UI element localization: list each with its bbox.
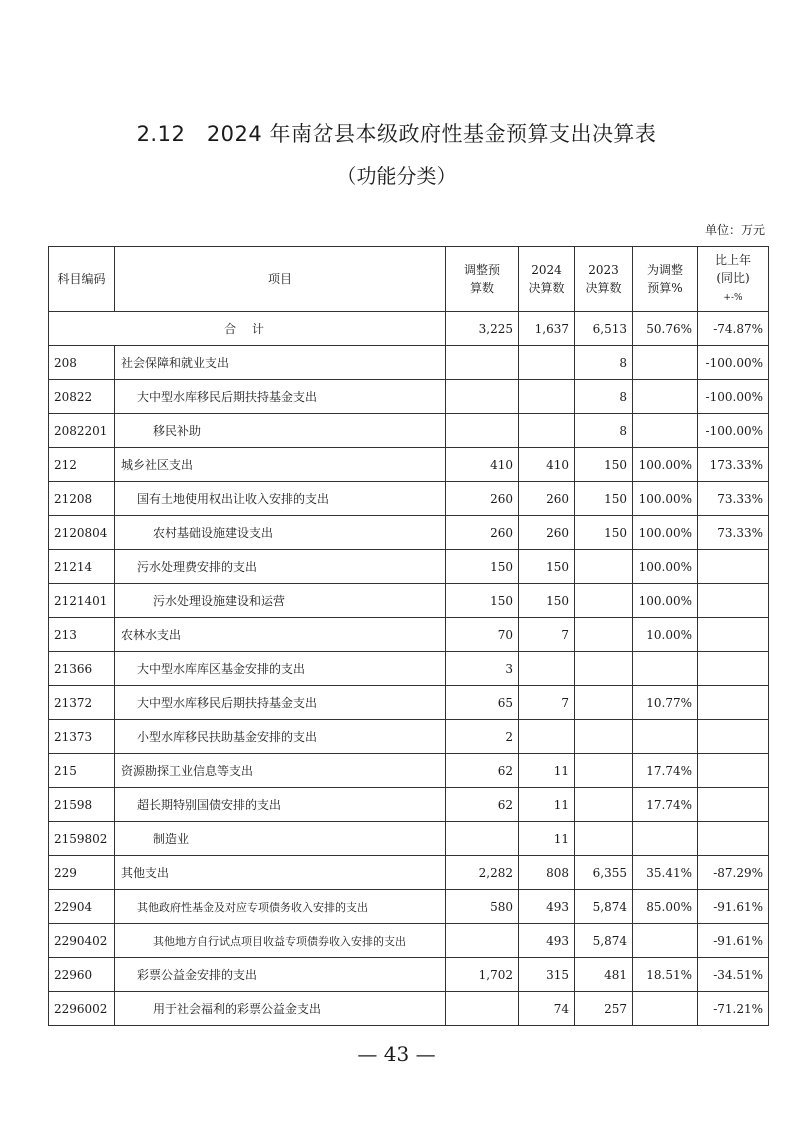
row-yoy [698, 584, 769, 618]
total-adjusted: 3,225 [446, 312, 519, 346]
row-final2024 [519, 380, 575, 414]
row-final2024: 260 [519, 516, 575, 550]
header-ratio [633, 247, 698, 312]
row-name: 其他地方自行试点项目收益专项债券收入安排的支出 [115, 924, 446, 958]
row-final2024: 808 [519, 856, 575, 890]
row-code: 215 [49, 754, 115, 788]
table-row [49, 618, 769, 652]
row-ratio: 100.00% [633, 482, 698, 516]
table-row [49, 788, 769, 822]
row-adjusted: 3 [446, 652, 519, 686]
row-yoy: -100.00% [698, 414, 769, 448]
row-final2024: 493 [519, 890, 575, 924]
table-row [49, 822, 769, 856]
row-code: 2290402 [49, 924, 115, 958]
row-yoy: 73.33% [698, 516, 769, 550]
row-adjusted: 2 [446, 720, 519, 754]
row-code: 229 [49, 856, 115, 890]
row-final2024: 410 [519, 448, 575, 482]
row-yoy: -91.61% [698, 890, 769, 924]
row-adjusted: 1,702 [446, 958, 519, 992]
row-adjusted: 410 [446, 448, 519, 482]
table-row [49, 754, 769, 788]
row-final2024: 260 [519, 482, 575, 516]
row-final2024: 11 [519, 788, 575, 822]
row-code: 2296002 [49, 992, 115, 1026]
row-code: 21208 [49, 482, 115, 516]
page-number: — 43 — [357, 1042, 436, 1066]
row-final2023 [575, 584, 633, 618]
row-final2023: 8 [575, 346, 633, 380]
row-adjusted: 260 [446, 516, 519, 550]
table-row [49, 516, 769, 550]
row-yoy [698, 788, 769, 822]
table-row [49, 856, 769, 890]
total-ratio: 50.76% [633, 312, 698, 346]
unit-label: 单位：万元 [704, 223, 765, 237]
row-final2024 [519, 346, 575, 380]
table-row [49, 890, 769, 924]
row-ratio: 100.00% [633, 550, 698, 584]
row-code: 2120804 [49, 516, 115, 550]
row-final2023: 8 [575, 380, 633, 414]
row-ratio: 100.00% [633, 516, 698, 550]
row-name: 制造业 [115, 822, 446, 856]
row-adjusted: 260 [446, 482, 519, 516]
row-yoy [698, 652, 769, 686]
row-ratio [633, 346, 698, 380]
row-final2024: 315 [519, 958, 575, 992]
row-adjusted [446, 992, 519, 1026]
row-final2023 [575, 550, 633, 584]
table-row [49, 584, 769, 618]
row-final2023: 150 [575, 482, 633, 516]
row-ratio [633, 652, 698, 686]
row-code: 2159802 [49, 822, 115, 856]
row-final2024: 150 [519, 584, 575, 618]
row-code: 212 [49, 448, 115, 482]
row-name: 资源勘探工业信息等支出 [115, 754, 446, 788]
total-final2024: 1,637 [519, 312, 575, 346]
row-ratio: 85.00% [633, 890, 698, 924]
header-yoy-line1: 比上年 [714, 253, 751, 267]
row-final2024: 493 [519, 924, 575, 958]
row-ratio [633, 414, 698, 448]
header-adjusted [446, 247, 519, 312]
row-adjusted [446, 346, 519, 380]
row-adjusted [446, 414, 519, 448]
row-ratio: 17.74% [633, 788, 698, 822]
header-final2023-line2: 决算数 [585, 281, 622, 295]
row-yoy: -91.61% [698, 924, 769, 958]
row-adjusted [446, 822, 519, 856]
row-final2023: 150 [575, 516, 633, 550]
table-header-row [49, 247, 769, 312]
row-adjusted [446, 380, 519, 414]
row-final2023 [575, 754, 633, 788]
row-ratio [633, 924, 698, 958]
row-yoy [698, 618, 769, 652]
row-yoy: 173.33% [698, 448, 769, 482]
row-final2023 [575, 652, 633, 686]
row-yoy: -100.00% [698, 380, 769, 414]
header-yoy [698, 247, 769, 312]
row-name: 污水处理设施建设和运营 [115, 584, 446, 618]
row-ratio: 35.41% [633, 856, 698, 890]
row-yoy: -100.00% [698, 346, 769, 380]
row-final2023: 8 [575, 414, 633, 448]
total-row [49, 312, 769, 346]
row-final2024 [519, 720, 575, 754]
row-code: 22960 [49, 958, 115, 992]
page-subtitle: （功能分类） [336, 164, 457, 188]
row-yoy: 73.33% [698, 482, 769, 516]
row-code: 213 [49, 618, 115, 652]
row-final2023 [575, 618, 633, 652]
row-code: 21598 [49, 788, 115, 822]
header-final2024 [519, 247, 575, 312]
row-final2024: 7 [519, 686, 575, 720]
row-yoy [698, 720, 769, 754]
header-final2023 [575, 247, 633, 312]
header-adjusted-line1: 调整预 [463, 263, 500, 277]
row-code: 2121401 [49, 584, 115, 618]
row-final2023 [575, 720, 633, 754]
row-final2024: 150 [519, 550, 575, 584]
row-name: 大中型水库移民后期扶持基金支出 [115, 686, 446, 720]
table-row [49, 346, 769, 380]
row-name: 国有土地使用权出让收入安排的支出 [115, 482, 446, 516]
row-final2023: 5,874 [575, 924, 633, 958]
row-yoy: -71.21% [698, 992, 769, 1026]
row-yoy [698, 822, 769, 856]
row-final2024: 7 [519, 618, 575, 652]
row-ratio [633, 992, 698, 1026]
row-ratio: 17.74% [633, 754, 698, 788]
row-final2024 [519, 414, 575, 448]
row-name: 污水处理费安排的支出 [115, 550, 446, 584]
row-name: 社会保障和就业支出 [115, 346, 446, 380]
row-name: 农林水支出 [115, 618, 446, 652]
row-ratio: 18.51% [633, 958, 698, 992]
row-name: 城乡社区支出 [115, 448, 446, 482]
header-yoy-line2: (同比) [716, 271, 750, 285]
header-final2024-line1: 2024 [531, 263, 562, 277]
row-ratio [633, 720, 698, 754]
table-row [49, 992, 769, 1026]
row-adjusted: 150 [446, 550, 519, 584]
row-code: 2082201 [49, 414, 115, 448]
table-row [49, 482, 769, 516]
header-final2024-line2: 决算数 [528, 281, 565, 295]
row-name: 小型水库移民扶助基金安排的支出 [115, 720, 446, 754]
table-row [49, 924, 769, 958]
budget-table [48, 246, 769, 1026]
row-final2024: 74 [519, 992, 575, 1026]
row-final2024: 11 [519, 822, 575, 856]
row-adjusted: 150 [446, 584, 519, 618]
row-name: 其他政府性基金及对应专项债务收入安排的支出 [115, 890, 446, 924]
row-final2024: 11 [519, 754, 575, 788]
row-final2024 [519, 652, 575, 686]
row-adjusted: 2,282 [446, 856, 519, 890]
row-code: 21372 [49, 686, 115, 720]
total-label: 合 计 [49, 312, 446, 346]
row-code: 21373 [49, 720, 115, 754]
row-code: 208 [49, 346, 115, 380]
row-ratio: 100.00% [633, 584, 698, 618]
table-row [49, 720, 769, 754]
header-ratio-line2: 预算% [647, 281, 683, 295]
header-final2023-line1: 2023 [588, 263, 619, 277]
total-final2023: 6,513 [575, 312, 633, 346]
row-code: 20822 [49, 380, 115, 414]
row-name: 移民补助 [115, 414, 446, 448]
row-yoy: -34.51% [698, 958, 769, 992]
row-name: 超长期特别国债安排的支出 [115, 788, 446, 822]
table-row [49, 686, 769, 720]
row-final2023: 257 [575, 992, 633, 1026]
page-title: 2.12 2024 年南岔县本级政府性基金预算支出决算表 [136, 122, 657, 146]
table-row [49, 958, 769, 992]
row-ratio [633, 822, 698, 856]
row-name: 其他支出 [115, 856, 446, 890]
row-yoy [698, 550, 769, 584]
table-row [49, 652, 769, 686]
row-name: 大中型水库移民后期扶持基金支出 [115, 380, 446, 414]
row-ratio: 10.77% [633, 686, 698, 720]
row-final2023: 5,874 [575, 890, 633, 924]
table-row [49, 448, 769, 482]
header-ratio-line1: 为调整 [646, 263, 683, 277]
row-code: 21214 [49, 550, 115, 584]
row-adjusted: 62 [446, 788, 519, 822]
row-adjusted: 580 [446, 890, 519, 924]
row-ratio: 10.00% [633, 618, 698, 652]
row-yoy [698, 754, 769, 788]
row-final2023 [575, 686, 633, 720]
row-name: 用于社会福利的彩票公益金支出 [115, 992, 446, 1026]
table-row [49, 380, 769, 414]
row-name: 彩票公益金安排的支出 [115, 958, 446, 992]
header-code: 科目编码 [49, 247, 115, 312]
row-yoy [698, 686, 769, 720]
row-final2023 [575, 822, 633, 856]
row-final2023: 6,355 [575, 856, 633, 890]
row-yoy: -87.29% [698, 856, 769, 890]
row-adjusted: 62 [446, 754, 519, 788]
row-final2023: 481 [575, 958, 633, 992]
table-row [49, 550, 769, 584]
row-final2023 [575, 788, 633, 822]
total-yoy: -74.87% [698, 312, 769, 346]
row-code: 21366 [49, 652, 115, 686]
row-final2023: 150 [575, 448, 633, 482]
header-name: 项目 [115, 247, 446, 312]
header-yoy-line3: +-% [723, 293, 743, 303]
row-name: 大中型水库库区基金安排的支出 [115, 652, 446, 686]
row-ratio: 100.00% [633, 448, 698, 482]
header-adjusted-line2: 算数 [469, 281, 494, 295]
row-adjusted: 70 [446, 618, 519, 652]
row-adjusted [446, 924, 519, 958]
row-code: 22904 [49, 890, 115, 924]
row-ratio [633, 380, 698, 414]
row-name: 农村基础设施建设支出 [115, 516, 446, 550]
table-row [49, 414, 769, 448]
row-adjusted: 65 [446, 686, 519, 720]
